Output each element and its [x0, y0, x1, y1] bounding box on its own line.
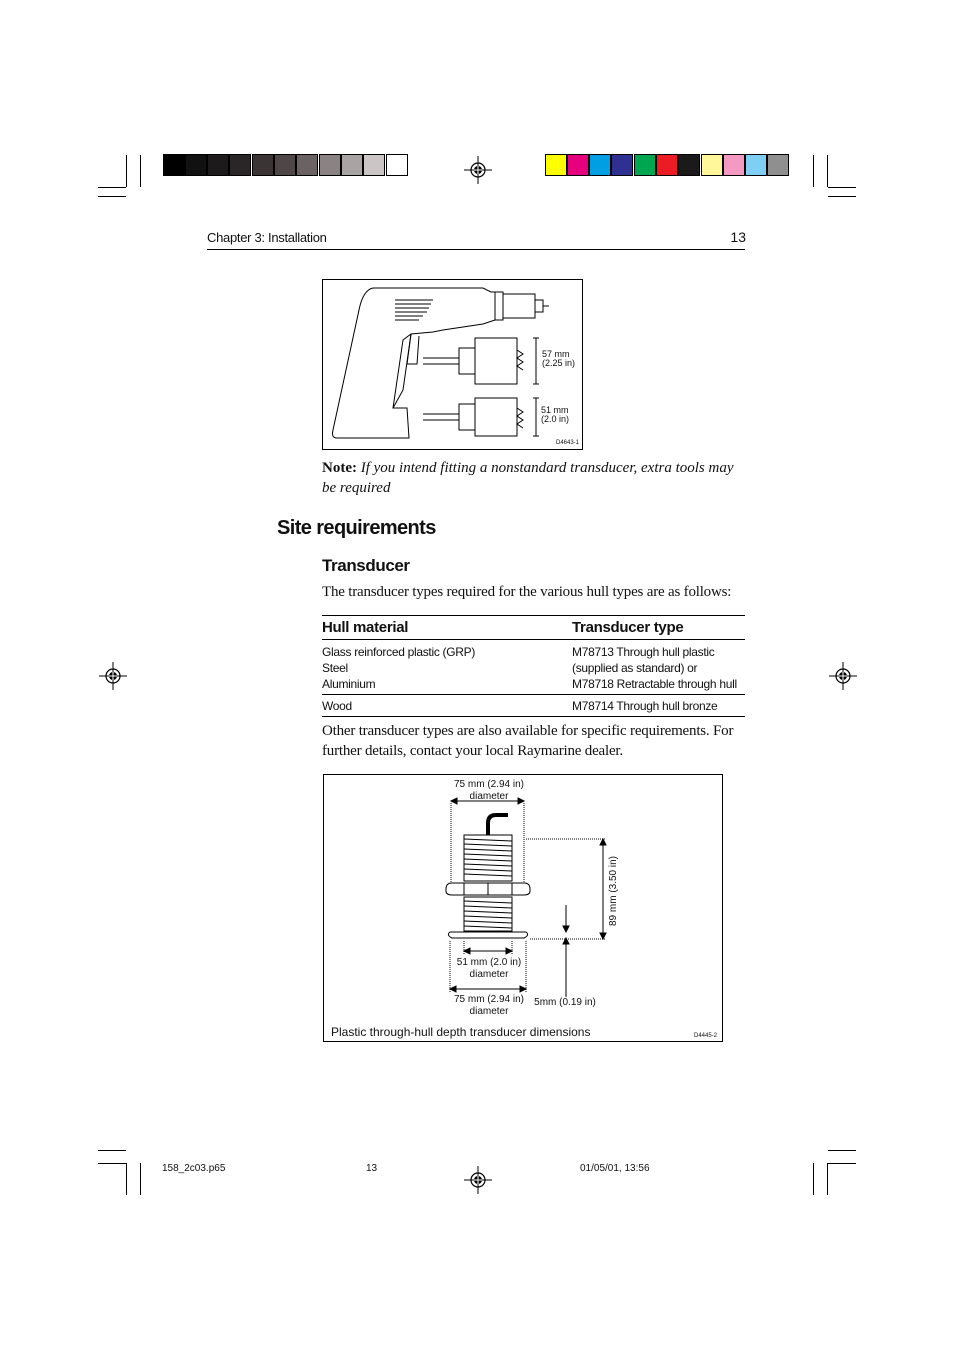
drill-holesaw-figure: [322, 279, 583, 450]
figure-caption: Plastic through-hull depth transducer dimensions: [331, 1025, 591, 1039]
table-rule: [322, 716, 745, 717]
color-swatch: [545, 154, 567, 176]
running-header-chapter: Chapter 3: Installation: [207, 230, 327, 245]
table-cell: Steel: [322, 661, 348, 675]
small-holesaw-dimension: [541, 406, 569, 424]
top-diameter-dimension: [444, 779, 534, 803]
color-swatch: [723, 154, 745, 176]
bottom-diameter-label: diameter: [469, 1006, 509, 1017]
section-title: Site requirements: [277, 517, 436, 539]
footer-page: 13: [366, 1163, 378, 1174]
large-holesaw-in: (2.25 in): [542, 358, 576, 368]
gray-swatch: [296, 154, 318, 176]
table-cell: M78718 Retractable through hull: [572, 677, 737, 691]
gray-swatch: [185, 154, 207, 176]
gray-swatch: [363, 154, 385, 176]
table-cell: M78714 Through hull bronze: [572, 699, 718, 713]
registration-mark-icon: [829, 662, 857, 690]
table-row: [572, 644, 737, 692]
color-swatch: [745, 154, 767, 176]
bottom-diameter-value: 75 mm (2.94 in): [453, 994, 525, 1005]
color-swatch: [767, 154, 789, 176]
note-label: Note:: [322, 460, 357, 476]
top-diameter-label: diameter: [469, 791, 509, 802]
registration-mark-icon: [99, 662, 127, 690]
transducer-dimensions-figure: [323, 774, 723, 1042]
intro-text: The transducer types required for the various hull types are as follows:: [322, 584, 732, 600]
table-row: [322, 644, 475, 692]
mid-diameter-dimension: [444, 957, 534, 981]
large-holesaw-mm: 57 mm: [542, 349, 570, 359]
top-diameter-value: 75 mm (2.94 in): [453, 779, 525, 790]
color-swatch: [678, 154, 700, 176]
color-swatch: [567, 154, 589, 176]
registration-mark-icon: [464, 1166, 492, 1194]
table-cell: Wood: [322, 699, 352, 713]
gray-swatch: [163, 154, 185, 176]
subsection-title: Transducer: [322, 556, 410, 575]
gray-swatch: [319, 154, 341, 176]
height-dimension: 89 mm (3.50 in): [608, 855, 619, 927]
bottom-diameter-dimension: [444, 994, 534, 1018]
figure-code: D4643-1: [556, 440, 580, 446]
column-header-transducer-type: Transducer type: [572, 619, 684, 636]
gray-swatch: [274, 154, 296, 176]
small-holesaw-mm: 51 mm: [541, 405, 569, 415]
gray-swatch: [341, 154, 363, 176]
gray-swatch: [386, 154, 408, 176]
footer-filename: 158_2c03.p65: [162, 1163, 226, 1174]
note-text: If you intend fitting a nonstandard transducer, extra tools may be required: [322, 460, 734, 496]
mid-diameter-label: diameter: [469, 969, 509, 980]
table-rule: [322, 615, 745, 616]
gray-swatch: [229, 154, 251, 176]
color-swatch: [634, 154, 656, 176]
footer-datetime: 01/05/01, 13:56: [580, 1163, 650, 1174]
table-cell: Aluminium: [322, 677, 376, 691]
note: [322, 458, 742, 498]
table-cell: M78713 Through hull plastic: [572, 645, 715, 659]
table-cell: Glass reinforced plastic (GRP): [322, 645, 476, 659]
mid-diameter-value: 51 mm (2.0 in): [456, 957, 522, 968]
header-rule: [207, 249, 745, 250]
flange-thickness-dimension: 5mm (0.19 in): [534, 997, 596, 1008]
color-swatch: [611, 154, 633, 176]
table-rule: [322, 639, 745, 640]
table-rule: [322, 694, 745, 695]
gray-swatch: [207, 154, 229, 176]
large-holesaw-dimension: [542, 350, 575, 368]
registration-mark-icon: [464, 156, 492, 184]
column-header-hull-material: Hull material: [322, 619, 409, 636]
table-cell: (supplied as standard) or: [572, 661, 698, 675]
small-holesaw-in: (2.0 in): [541, 414, 570, 424]
body-paragraph: Other transducer types are also available for specific requirements. For further details, contact your local Raymarine dealer.: [322, 723, 734, 759]
color-swatch: [656, 154, 678, 176]
color-swatch: [701, 154, 723, 176]
gray-swatch: [252, 154, 274, 176]
color-swatch: [589, 154, 611, 176]
page-number: 13: [730, 229, 746, 245]
figure-code: D4445-2: [694, 1033, 718, 1039]
